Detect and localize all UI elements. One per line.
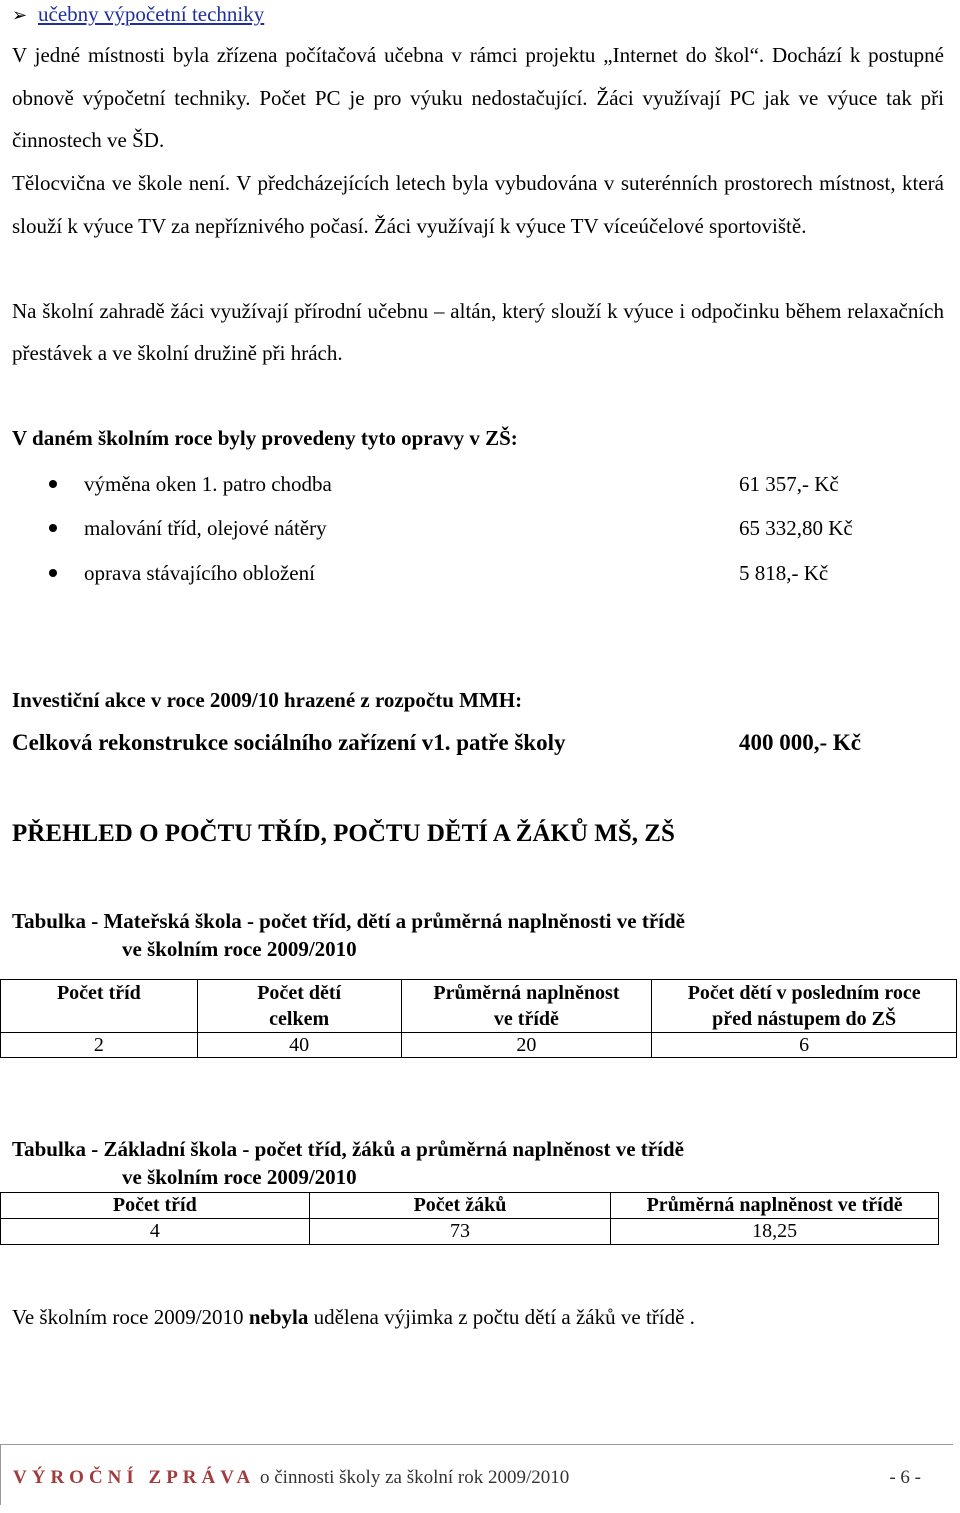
repair-item-amount: 65 332,80 Kč xyxy=(739,516,853,540)
table-header-cell: Počet tříd xyxy=(1,1193,310,1219)
exemption-note: Ve školním roce 2009/2010 nebyla udělena výjimka z počtu dětí a žáků ve třídě . xyxy=(12,1305,695,1329)
bullet-dot-icon xyxy=(49,569,57,577)
repair-item-label: oprava stávajícího obložení xyxy=(84,561,315,585)
table-header-row xyxy=(1,980,957,1033)
table-header-cell: Počet žáků xyxy=(309,1193,611,1219)
ms-table xyxy=(0,979,957,1058)
repair-item-amount: 61 357,- Kč xyxy=(739,472,839,496)
table-cell: 2 xyxy=(1,1033,198,1058)
table-cell: 6 xyxy=(652,1033,957,1058)
repair-item-amount: 5 818,- Kč xyxy=(739,561,829,585)
overview-title: PŘEHLED O POČTU TŘÍD, POČTU DĚTÍ A ŽÁKŮ MŠ, ZŠ xyxy=(12,820,675,847)
zs-table xyxy=(0,1192,939,1245)
table-header-cell: Průměrná naplněnost ve třídě xyxy=(611,1193,939,1219)
note-emphasis: nebyla xyxy=(248,1305,309,1329)
paragraph-gym: Tělocvična ve škole není. V předcházejících letech byla vybudována v suterénních prostorech místnost, která slouží k výuce TV za nepříznivého počasí. Žáci využívají k výuce TV víceúčelové sportoviště. xyxy=(12,171,944,238)
table-row xyxy=(1,1219,939,1245)
repairs-title: V daném školním roce byly provedeny tyto opravy v ZŠ: xyxy=(12,426,518,450)
investment-item-label: Celková rekonstrukce sociálního zařízení v1. patře školy xyxy=(12,730,566,755)
paragraph-garden: Na školní zahradě žáci využívají přírodní učebnu – altán, který slouží k výuce i odpočinku během relaxačních přestávek a ve školní družině při hrách. xyxy=(12,299,944,365)
repair-item xyxy=(12,558,944,588)
footer-report-name: VÝROČNÍ ZPRÁVA xyxy=(13,1467,256,1488)
investment-item-amount: 400 000,- Kč xyxy=(739,730,862,755)
zs-table-caption-line2: ve školním roce 2009/2010 xyxy=(122,1165,357,1189)
bullet-dot-icon xyxy=(49,524,57,532)
table-header-cell: Počet tříd xyxy=(1,980,198,1033)
bullet-dot-icon xyxy=(49,480,57,488)
table-header-cell: Počet dětí v posledním roce před nástupem do ZŠ xyxy=(652,980,957,1033)
repair-item xyxy=(12,469,944,499)
table-cell: 4 xyxy=(1,1219,310,1245)
table-header-row xyxy=(1,1193,939,1219)
footer-title xyxy=(13,1467,569,1489)
investment-title: Investiční akce v roce 2009/10 hrazené z rozpočtu MMH: xyxy=(12,688,523,712)
table-header-cell: Počet dětí celkem xyxy=(197,980,401,1033)
ms-table-caption-line2: ve školním roce 2009/2010 xyxy=(122,937,357,961)
bullet-heading xyxy=(12,0,264,28)
ms-table-caption: Tabulka - Mateřská škola - počet tříd, dětí a průměrná naplněnosti ve třídě xyxy=(12,909,685,933)
page-footer xyxy=(0,1444,953,1505)
footer-subtitle: o činnosti školy za školní rok 2009/2010 xyxy=(255,1467,570,1488)
repair-item xyxy=(12,513,944,543)
repair-item-label: výměna oken 1. patro chodba xyxy=(84,472,332,496)
paragraph-computer-room: V jedné místnosti byla zřízena počítačová učebna v rámci projektu „Internet do škol“. Dochází k postupné obnově výpočetní techniky. Počet PC je pro výuku nedostačující. Žáci využívají PC jak ve výuce tak při činnostech ve ŠD. xyxy=(12,43,944,152)
table-row xyxy=(1,1033,957,1058)
zs-table-caption: Tabulka - Základní škola - počet tříd, žáků a průměrná naplněnost ve třídě xyxy=(12,1137,684,1161)
repair-item-label: malování tříd, olejové nátěry xyxy=(84,516,327,540)
table-cell: 20 xyxy=(401,1033,652,1058)
table-cell: 73 xyxy=(309,1219,611,1245)
table-cell: 40 xyxy=(197,1033,401,1058)
arrow-bullet-icon: ➢ xyxy=(12,5,28,25)
bullet-heading-text: učebny výpočetní techniky xyxy=(38,2,265,26)
table-cell: 18,25 xyxy=(611,1219,939,1245)
page-number: - 6 - xyxy=(889,1467,921,1488)
table-header-cell: Průměrná naplněnost ve třídě xyxy=(401,980,652,1033)
